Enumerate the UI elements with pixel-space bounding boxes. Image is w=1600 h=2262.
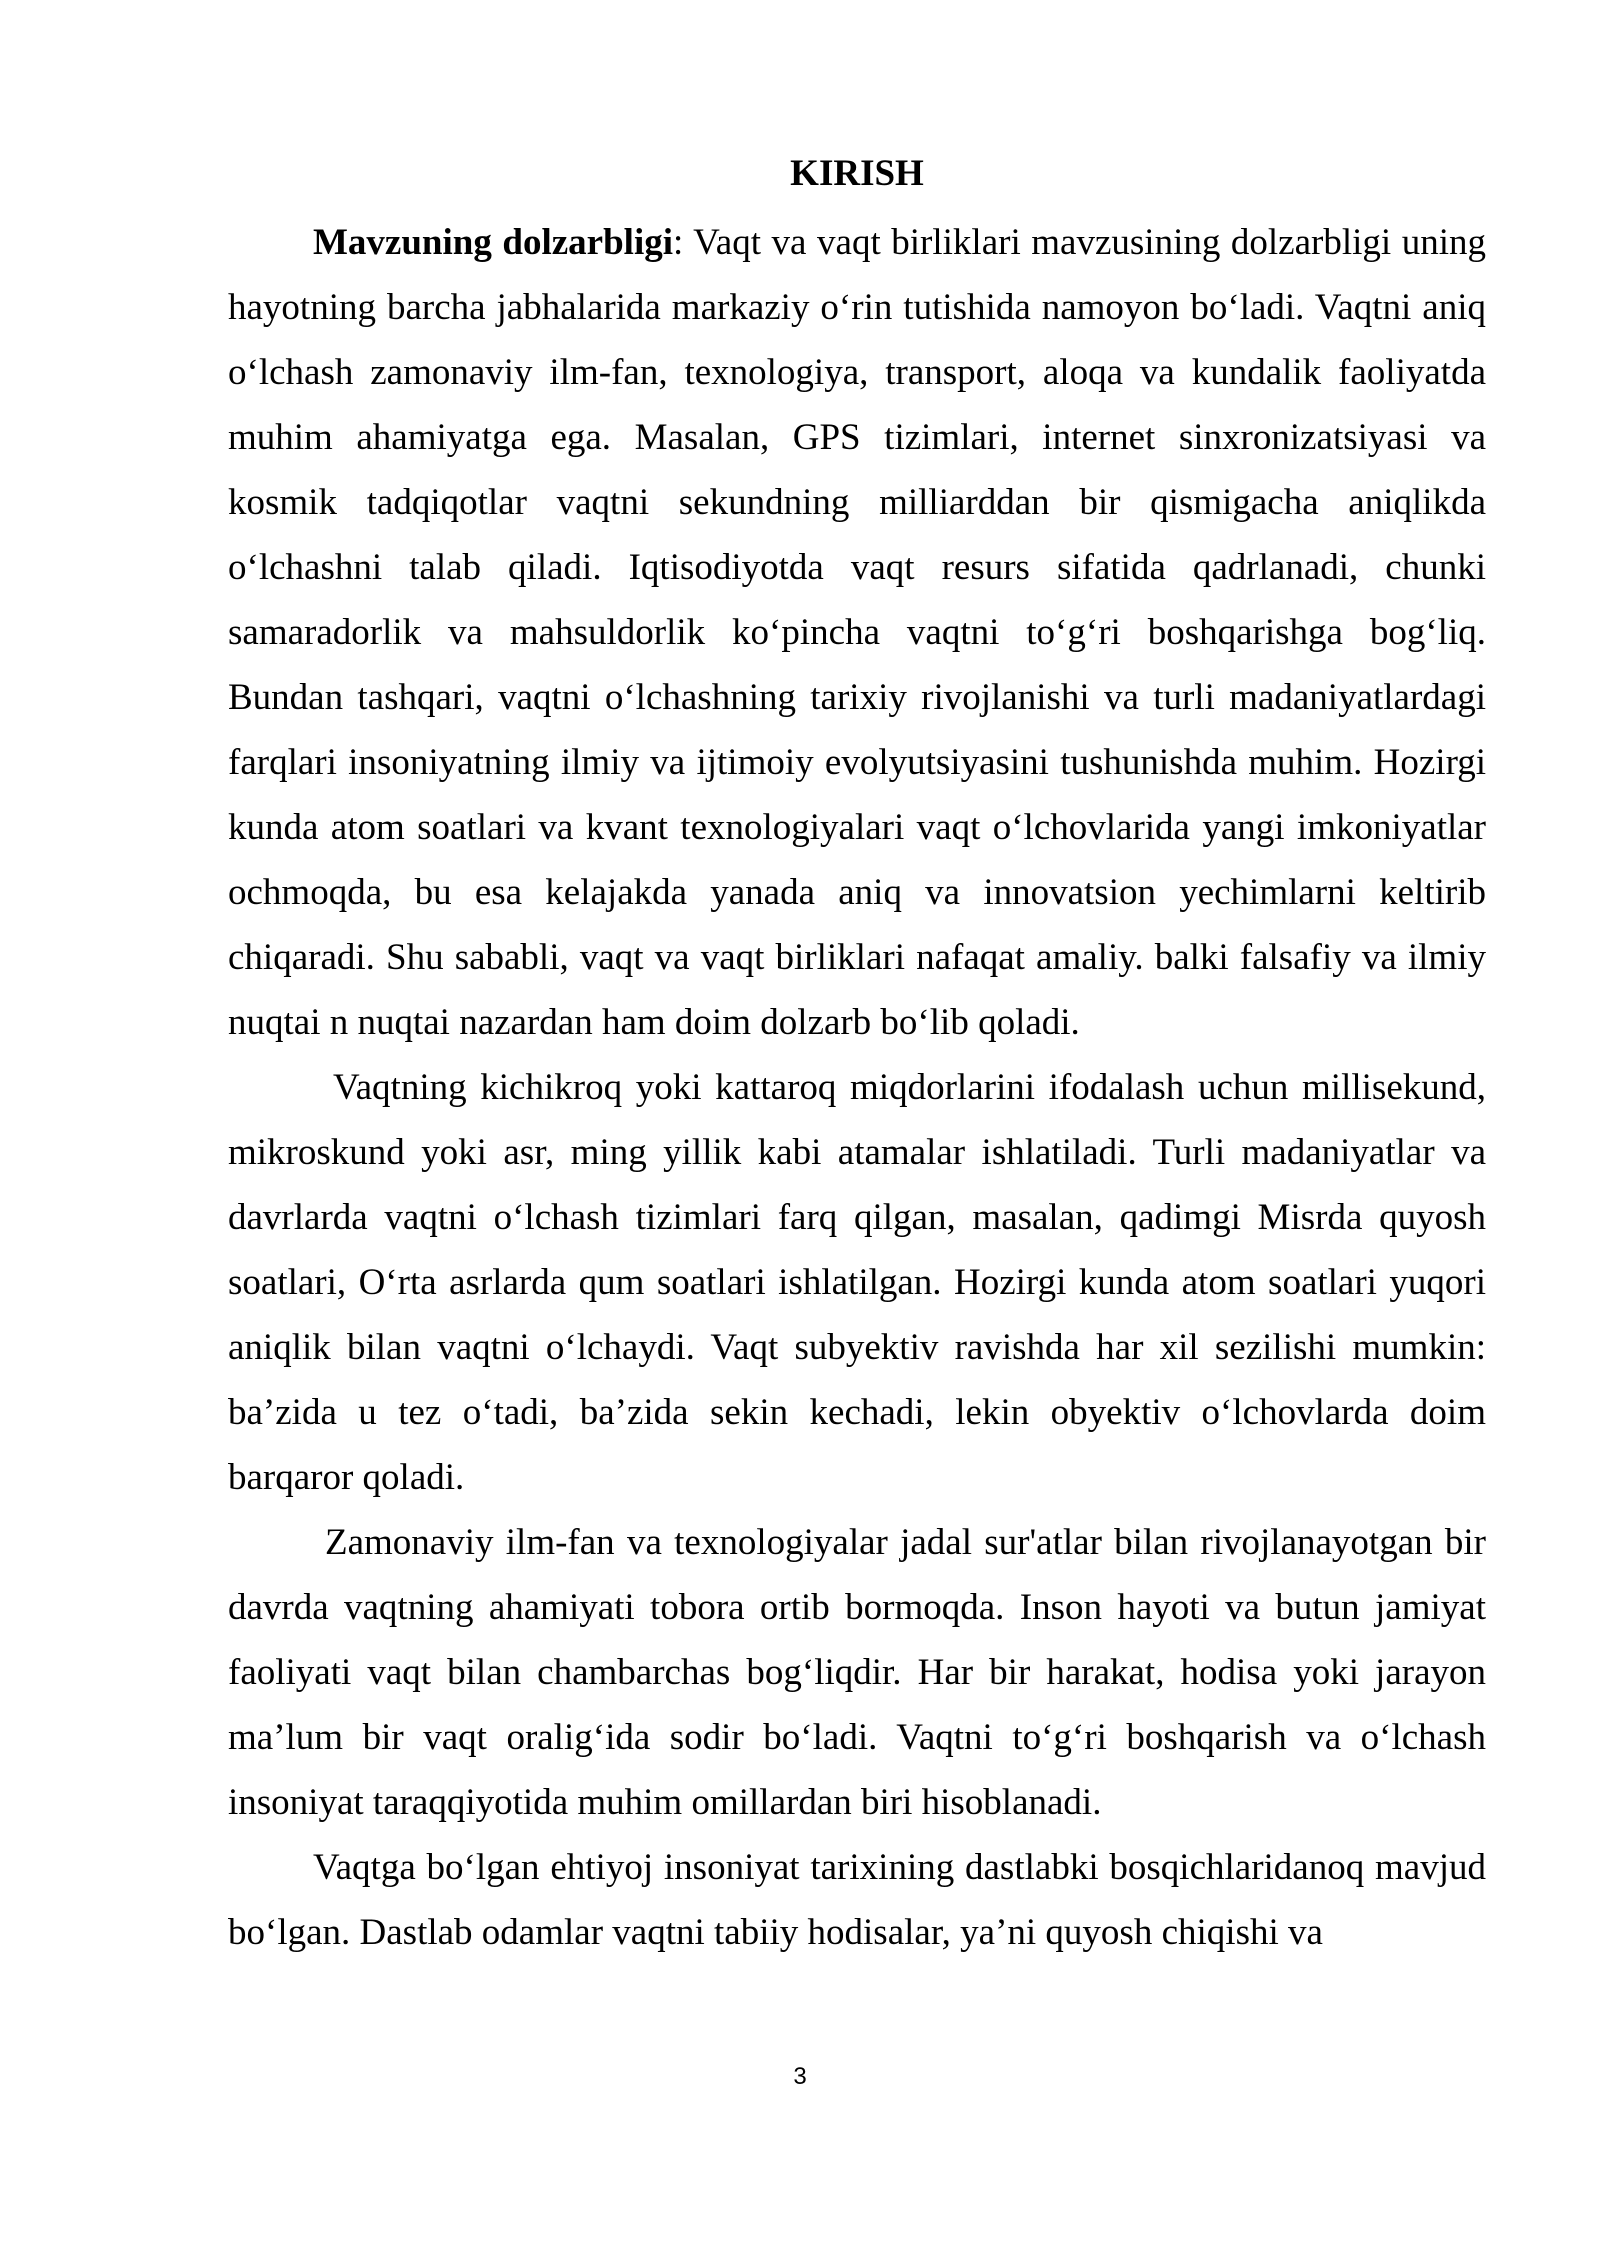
paragraph-relevance: [228, 210, 1486, 1055]
section-title: KIRISH: [790, 153, 924, 194]
paragraph-lead-heading: Mavzuning dolzarbligi: [313, 222, 674, 263]
paragraph-modern-science: Zamonaviy ilm-fan va texnologiyalar jadal sur'atlar bilan rivojlanayotgan bir davrda vaqtning ahamiyati tobora ortib bormoqda. Inson hayoti va butun jamiyat faoliyati vaqt bilan chambarchas bog‘liqdir. Har bir harakat, hodisa yoki jarayon ma’lum bir vaqt oralig‘ida sodir bo‘ladi. Vaqtni to‘g‘ri boshqarish va o‘lchash insoniyat taraqqiyotida muhim omillardan biri hisoblanadi.: [228, 1522, 1486, 1823]
paragraph-relevance-text: : Vaqt va vaqt birliklari mavzusining dolzarbligi uning hayotning barcha jabhalarida markaziy o‘rin tutishida namoyon bo‘ladi. Vaqtni aniq o‘lchash zamonaviy ilm-fan, texnologiya, transport, aloqa va kundalik faoliyatda muhim ahamiyatga ega. Masalan, GPS tizimlari, internet sinxronizatsiyasi va kosmik tadqiqotlar vaqtni sekundning milliarddan bir qismigacha aniqlikda o‘lchashni talab qiladi. Iqtisodiyotda vaqt resurs sifatida qadrlanadi, chunki samaradorlik va mahsuldorlik ko‘pincha vaqtni to‘g‘ri boshqarishga bog‘liq. Bundan tashqari, vaqtni o‘lchashning tarixiy rivojlanishi va turli madaniyatlardagi farqlari insoniyatning ilmiy va ijtimoiy evolyutsiyasini tushunishda muhim. Hozirgi kunda atom soatlari va kvant texnologiyalari vaqt o‘lchovlarida yangi imkoniyatlar ochmoqda, bu esa kelajakda yanada aniq va innovatsion yechimlarni keltirib chiqaradi. Shu sababli, vaqt va vaqt birliklari nafaqat amaliy. balki falsafiy va ilmiy nuqtai n nuqtai nazardan ham doim dolzarb bo‘lib qoladi.: [228, 222, 1487, 1043]
paragraph-time-units: Vaqtning kichikroq yoki kattaroq miqdorlarini ifodalash uchun millisekund, mikroskund yoki asr, ming yillik kabi atamalar ishlatiladi. Turli madaniyatlar va davrlarda vaqtni o‘lchash tizimlari farq qilgan, masalan, qadimgi Misrda quyosh soatlari, O‘rta asrlarda qum soatlari ishlatilgan. Hozirgi kunda atom soatlari yuqori aniqlik bilan vaqtni o‘lchaydi. Vaqt subyektiv ravishda har xil sezilishi mumkin: ba’zida u tez o‘tadi, ba’zida sekin kechadi, lekin obyektiv o‘lchovlarda doim barqaror qoladi.: [228, 1067, 1486, 1498]
page-content: [228, 142, 1486, 1965]
paragraph-history: Vaqtga bo‘lgan ehtiyoj insoniyat tarixining dastlabki bosqichlaridanoq mavjud bo‘lgan. Dastlab odamlar vaqtni tabiiy hodisalar, ya’ni quyosh chiqishi va: [228, 1847, 1486, 1953]
page-number: 3: [793, 2063, 807, 2090]
